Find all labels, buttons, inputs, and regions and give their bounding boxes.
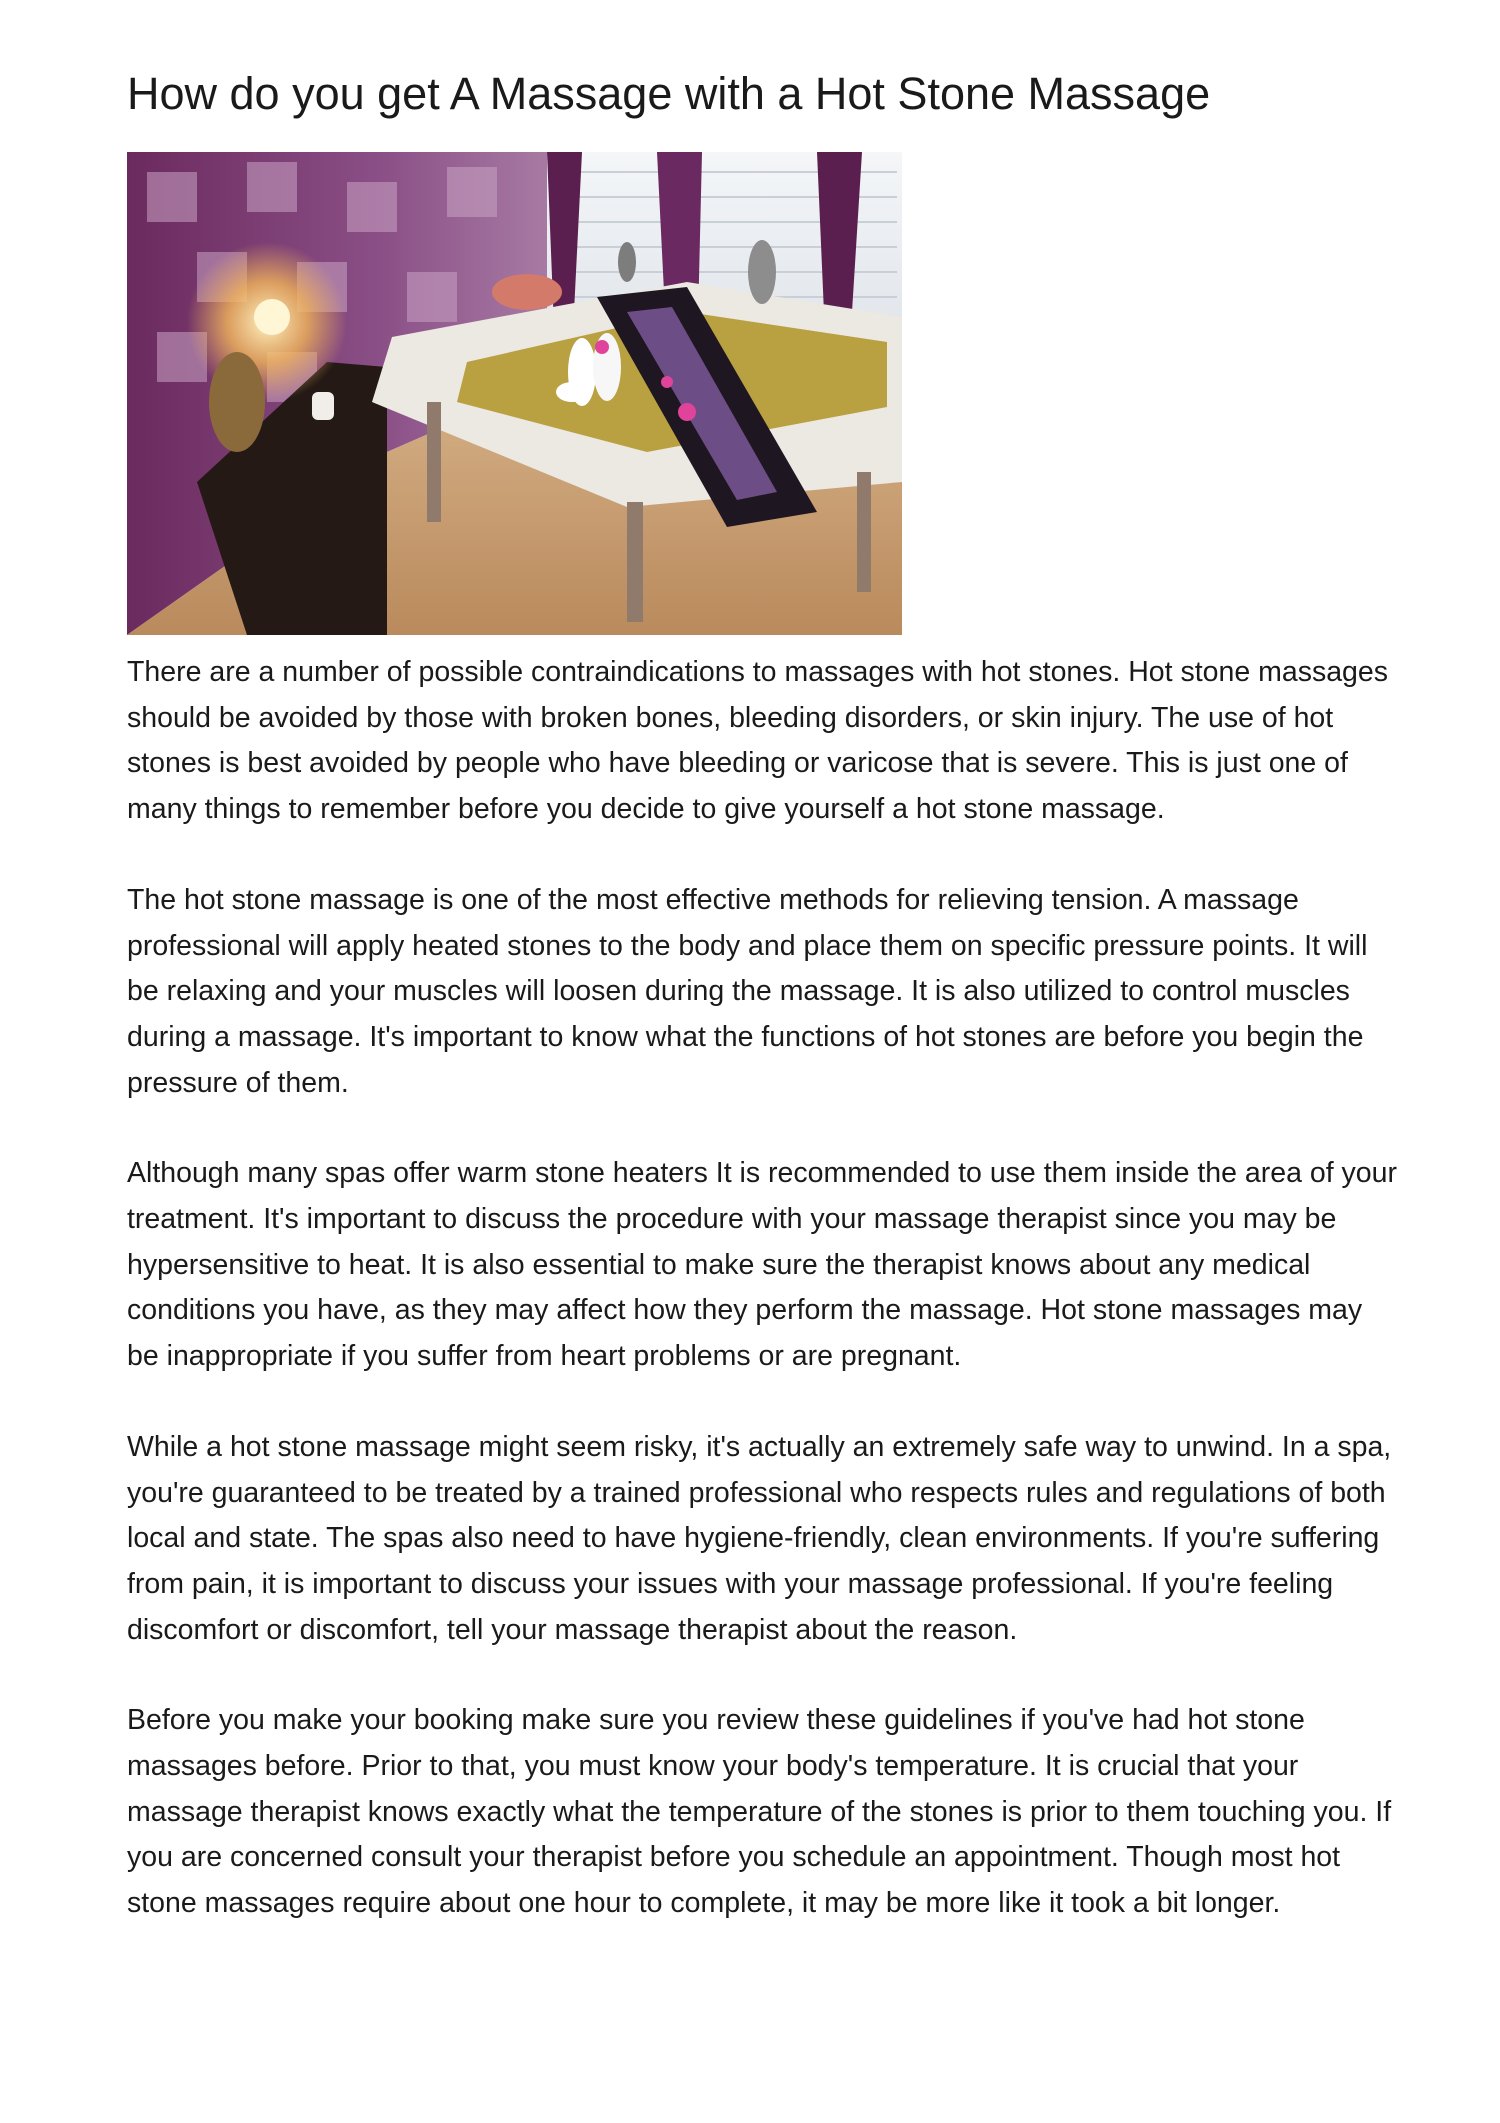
article-body xyxy=(127,650,1397,1972)
paragraph: While a hot stone massage might seem risky, it's actually an extremely safe way to unwind. In a spa, you're guaranteed to be treated by a trained professional who respects rules and regulations of both local and state. The spas also need to have hygiene-friendly, clean environments. If you're suffering from pain, it is important to discuss your issues with your massage professional. If you're feeling discomfort or discomfort, tell your massage therapist about the reason. xyxy=(127,1430,1392,1646)
paragraph: The hot stone massage is one of the most effective methods for relieving tension. A massage professional will apply heated stones to the body and place them on specific pressure points. It will be relaxing and your muscles will loosen during the massage. It is also utilized to control muscles during a massage. It's important to know what the functions of hot stones are before you begin the pressure of them. xyxy=(127,883,1368,1099)
paragraph: Although many spas offer warm stone heaters It is recommended to use them inside the area of your treatment. It's important to discuss the procedure with your massage therapist since you may be hypersensitive to heat. It is also essential to make sure the therapist knows about any medical conditions you have, as they may affect how they perform the massage. Hot stone massages may be inappropriate if you suffer from heart problems or are pregnant. xyxy=(127,1157,1397,1373)
paragraph: Before you make your booking make sure you review these guidelines if you've had hot stone massages before. Prior to that, you must know your body's temperature. It is crucial that your massage therapist knows exactly what the temperature of the stones is prior to them touching you. If you are concerned consult your therapist before you schedule an appointment. Though most hot stone massages require about one hour to complete, it may be more like it took a bit longer. xyxy=(127,1704,1392,1920)
paragraph: There are a number of possible contraindications to massages with hot stones. Hot stone massages should be avoided by those with broken bones, bleeding disorders, or skin injury. The use of hot stones is best avoided by people who have bleeding or varicose that is severe. This is just one of many things to remember before you decide to give yourself a hot stone massage. xyxy=(127,656,1388,826)
spa-room-image xyxy=(127,152,902,635)
page-title: How do you get A Massage with a Hot Stone Massage xyxy=(127,68,1211,119)
